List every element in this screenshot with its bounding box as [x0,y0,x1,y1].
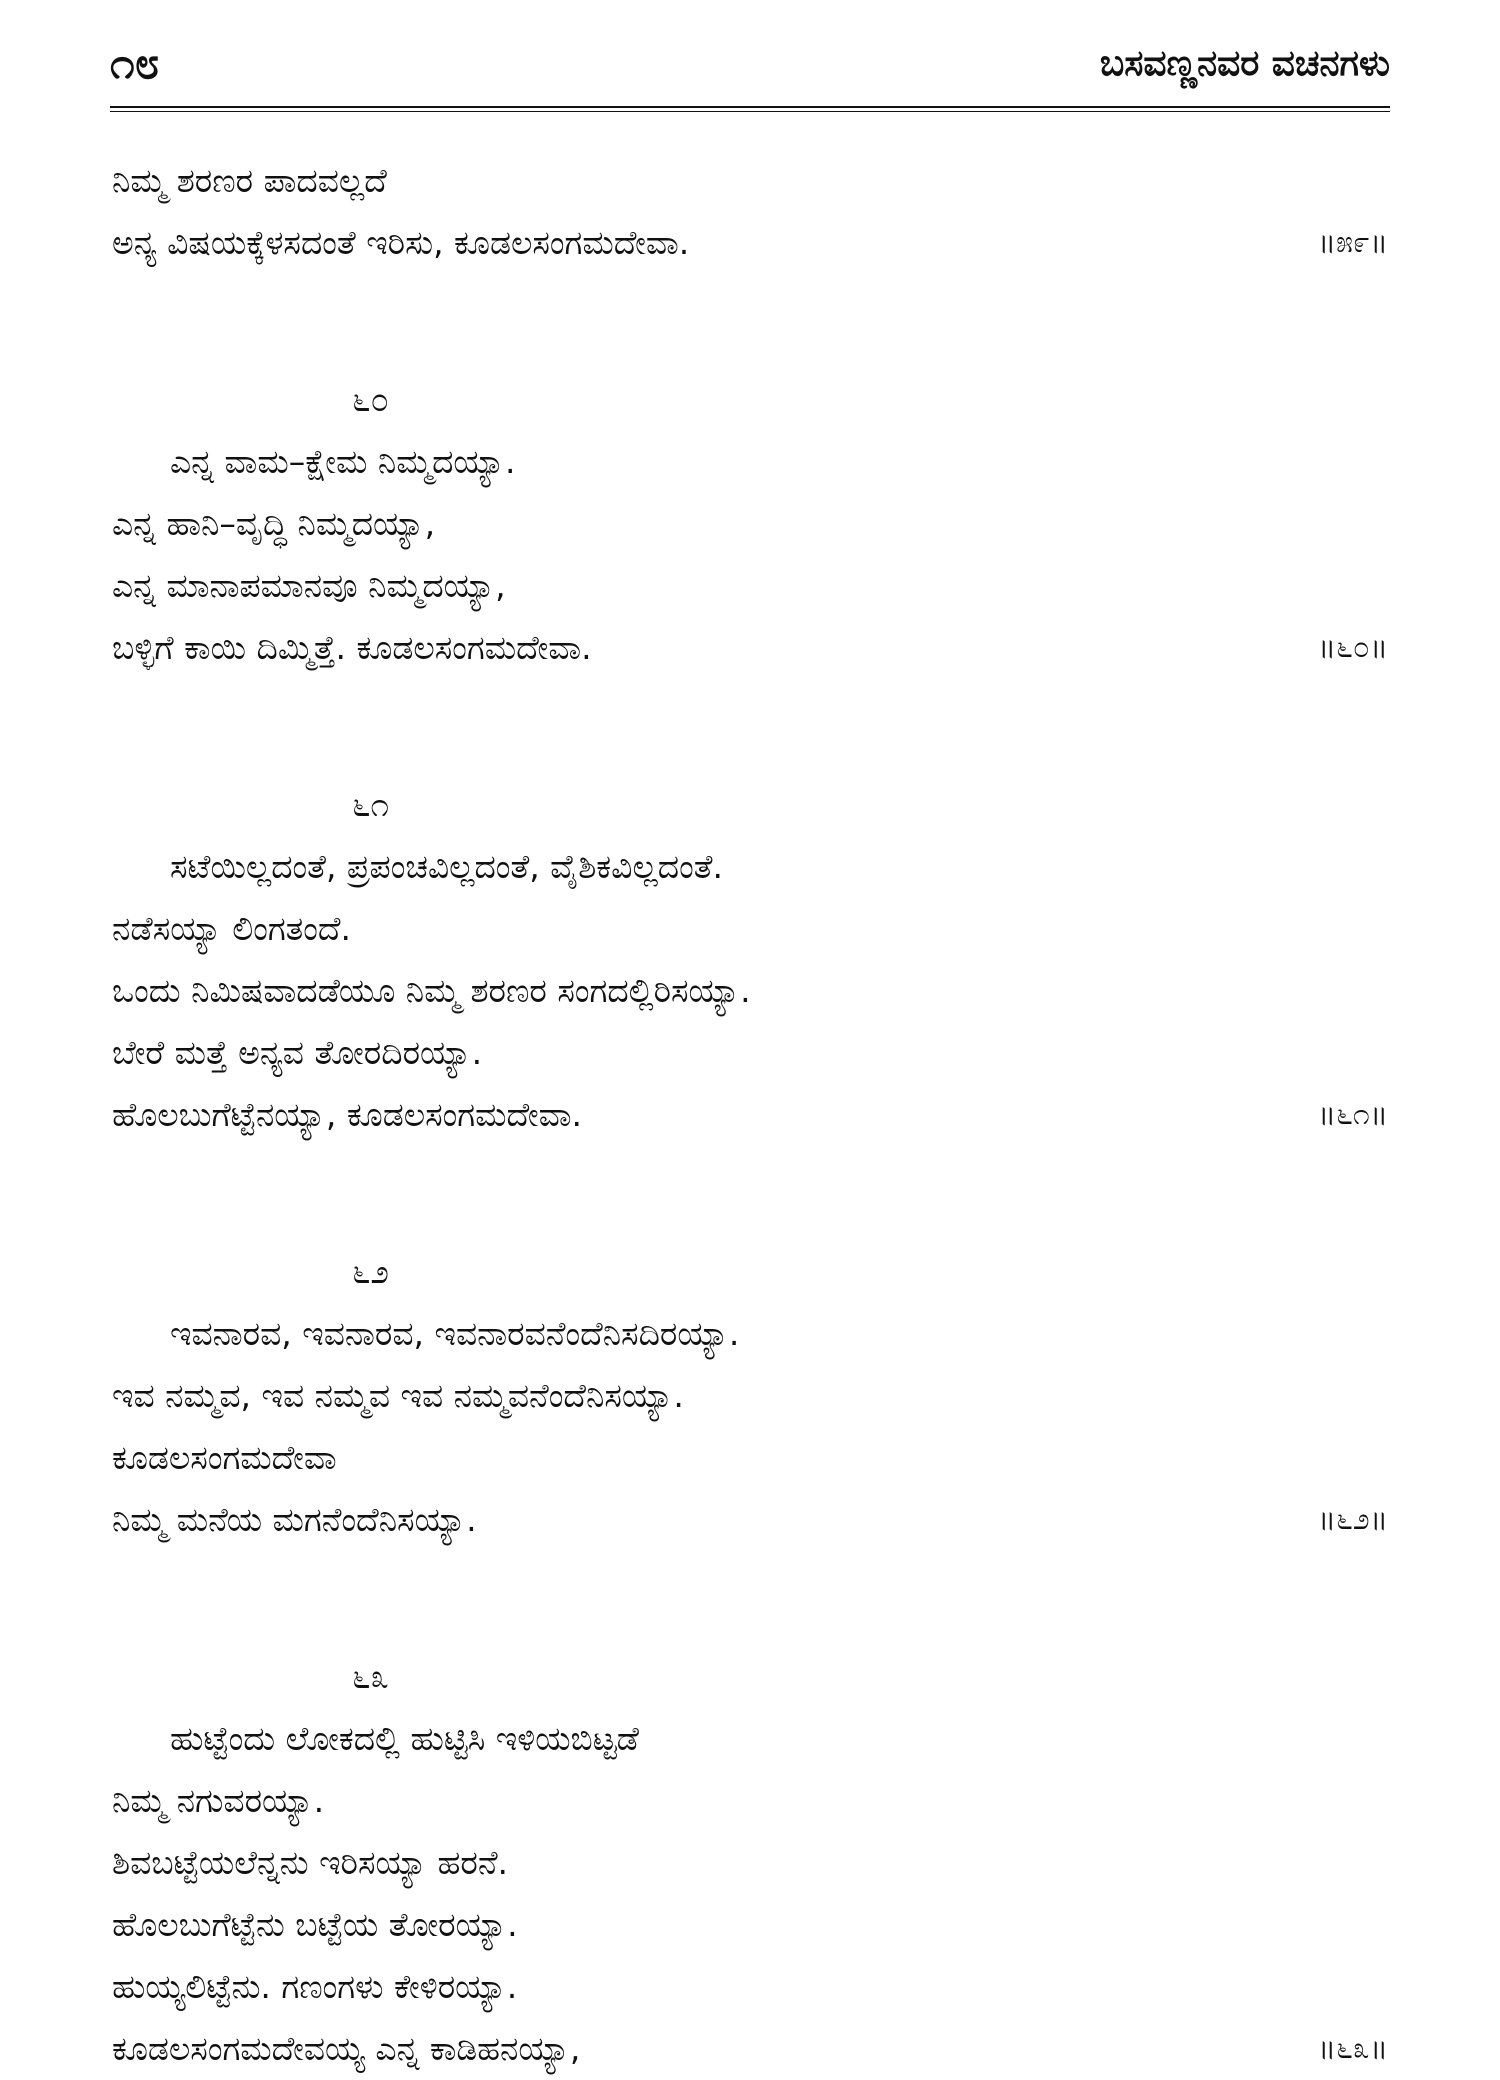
verse-line: ಎನ್ನ ಮಾನಾಪಮಾನವೂ ನಿಮ್ಮದಯ್ಯಾ, [112,566,506,605]
verse-line: ಹುಟ್ಟೆಂದು ಲೋಕದಲ್ಲಿ ಹುಟ್ಟಿಸಿ ಇಳಿಯಬಿಟ್ಟಡೆ [170,1719,639,1758]
verse-line: ನಿಮ್ಮ ನಗುವರಯ್ಯಾ. [112,1781,325,1820]
verse-ref: ॥೬೧॥ [1317,1097,1388,1132]
verse-ref: ॥೫೯॥ [1317,225,1388,260]
verse-line: ಹುಯ್ಯಲಿಟ್ಟೆನು. ಗಣಂಗಳು ಕೇಳಿರಯ್ಯಾ. [112,1967,518,2006]
verse-line: ಕೂಡಲಸಂಗಮದೇವಯ್ಯ ಎನ್ನ ಕಾಡಿಹನಯ್ಯಾ, ॥೬೩॥ [112,2018,1388,2080]
verse-60 [112,369,1388,679]
verse-line: ನಿಮ್ಮ ಶರಣರ ಪಾದವಲ್ಲದೆ [112,161,387,200]
verse-line: ಶಿವಬಟ್ಟೆಯಲೆನ್ನನು ಇರಿಸಯ್ಯಾ ಹರನೆ. [112,1843,509,1882]
verse-line: ಎನ್ನ ವಾಮ–ಕ್ಷೇಮ ನಿಮ್ಮದಯ್ಯಾ. [170,442,516,481]
verse-line: ಒಂದು ನಿಮಿಷವಾದಡೆಯೂ ನಿಮ್ಮ ಶರಣರ ಸಂಗದಲ್ಲಿರಿಸಯ್ಯಾ. [112,971,751,1010]
verse-line: ಹೊಲಬುಗೆಟ್ಟೆನು ಬಟ್ಟೆಯ ತೋರಯ್ಯಾ. [112,1905,518,1944]
verse-number: ೬೧ [352,785,389,824]
verse-line: ಅನ್ಯ ವಿಷಯಕ್ಕೆಳಸದಂತೆ ಇರಿಸು, ಕೂಡಲಸಂಗಮದೇವಾ. ॥೫೯॥ [112,212,1388,274]
verse-line: ಬಳ್ಳಿಗೆ ಕಾಯಿ ದಿಮ್ಮಿತ್ತೆ. ಕೂಡಲಸಂಗಮದೇವಾ. ॥೬೦॥ [112,617,1388,679]
verse-line: ನಿಮ್ಮ ಮನೆಯ ಮಗನೆಂದೆನಿಸಯ್ಯಾ. ॥೬೨॥ [112,1489,1388,1551]
verse-62 [112,1241,1388,1551]
verse-line: ಬೇರೆ ಮತ್ತೆ ಅನ್ಯವ ತೋರದಿರಯ್ಯಾ. [112,1033,483,1072]
verse-ref: ॥೬೨॥ [1317,1502,1388,1537]
verse-line: ಕೂಡಲಸಂಗಮದೇವಾ [112,1438,337,1477]
verse-61 [112,774,1388,1146]
verse-number: ೬೦ [352,380,389,419]
running-title: ಬಸವಣ್ಣನವರ ವಚನಗಳು [1099,43,1390,84]
verse-line: ಇವ ನಮ್ಮವ, ಇವ ನಮ್ಮವ ಇವ ನಮ್ಮವನೆಂದೆನಿಸಯ್ಯಾ. [112,1376,684,1415]
page-body [112,150,1388,2080]
verse-line: ಎನ್ನ ಹಾನಿ–ವೃದ್ಧಿ ನಿಮ್ಮದಯ್ಯಾ, [112,504,436,543]
verse-ref: ॥೬೦॥ [1317,630,1388,665]
header-rule [110,106,1390,112]
verse-line: ನಡೆಸಯ್ಯಾ ಲಿಂಗತಂದೆ. [112,909,351,948]
verse-line: ಸಟೆಯಿಲ್ಲದಂತೆ, ಪ್ರಪಂಚವಿಲ್ಲದಂತೆ, ವೈಶಿಕವಿಲ್ಲದಂತೆ. [170,847,723,886]
verse-63 [112,1646,1388,2080]
verse-line: ಹೊಲಬುಗೆಟ್ಟೆನಯ್ಯಾ, ಕೂಡಲಸಂಗಮದೇವಾ. ॥೬೧॥ [112,1084,1388,1146]
verse-number: ೬೩ [352,1657,389,1696]
page-number: ೧೮ [110,38,160,89]
verse-59 [112,150,1388,274]
verse-number: ೬೨ [352,1252,389,1291]
verse-line: ಇವನಾರವ, ಇವನಾರವ, ಇವನಾರವನೆಂದೆನಿಸದಿರಯ್ಯಾ. [170,1314,740,1353]
verse-ref: ॥೬೩॥ [1317,2031,1388,2066]
